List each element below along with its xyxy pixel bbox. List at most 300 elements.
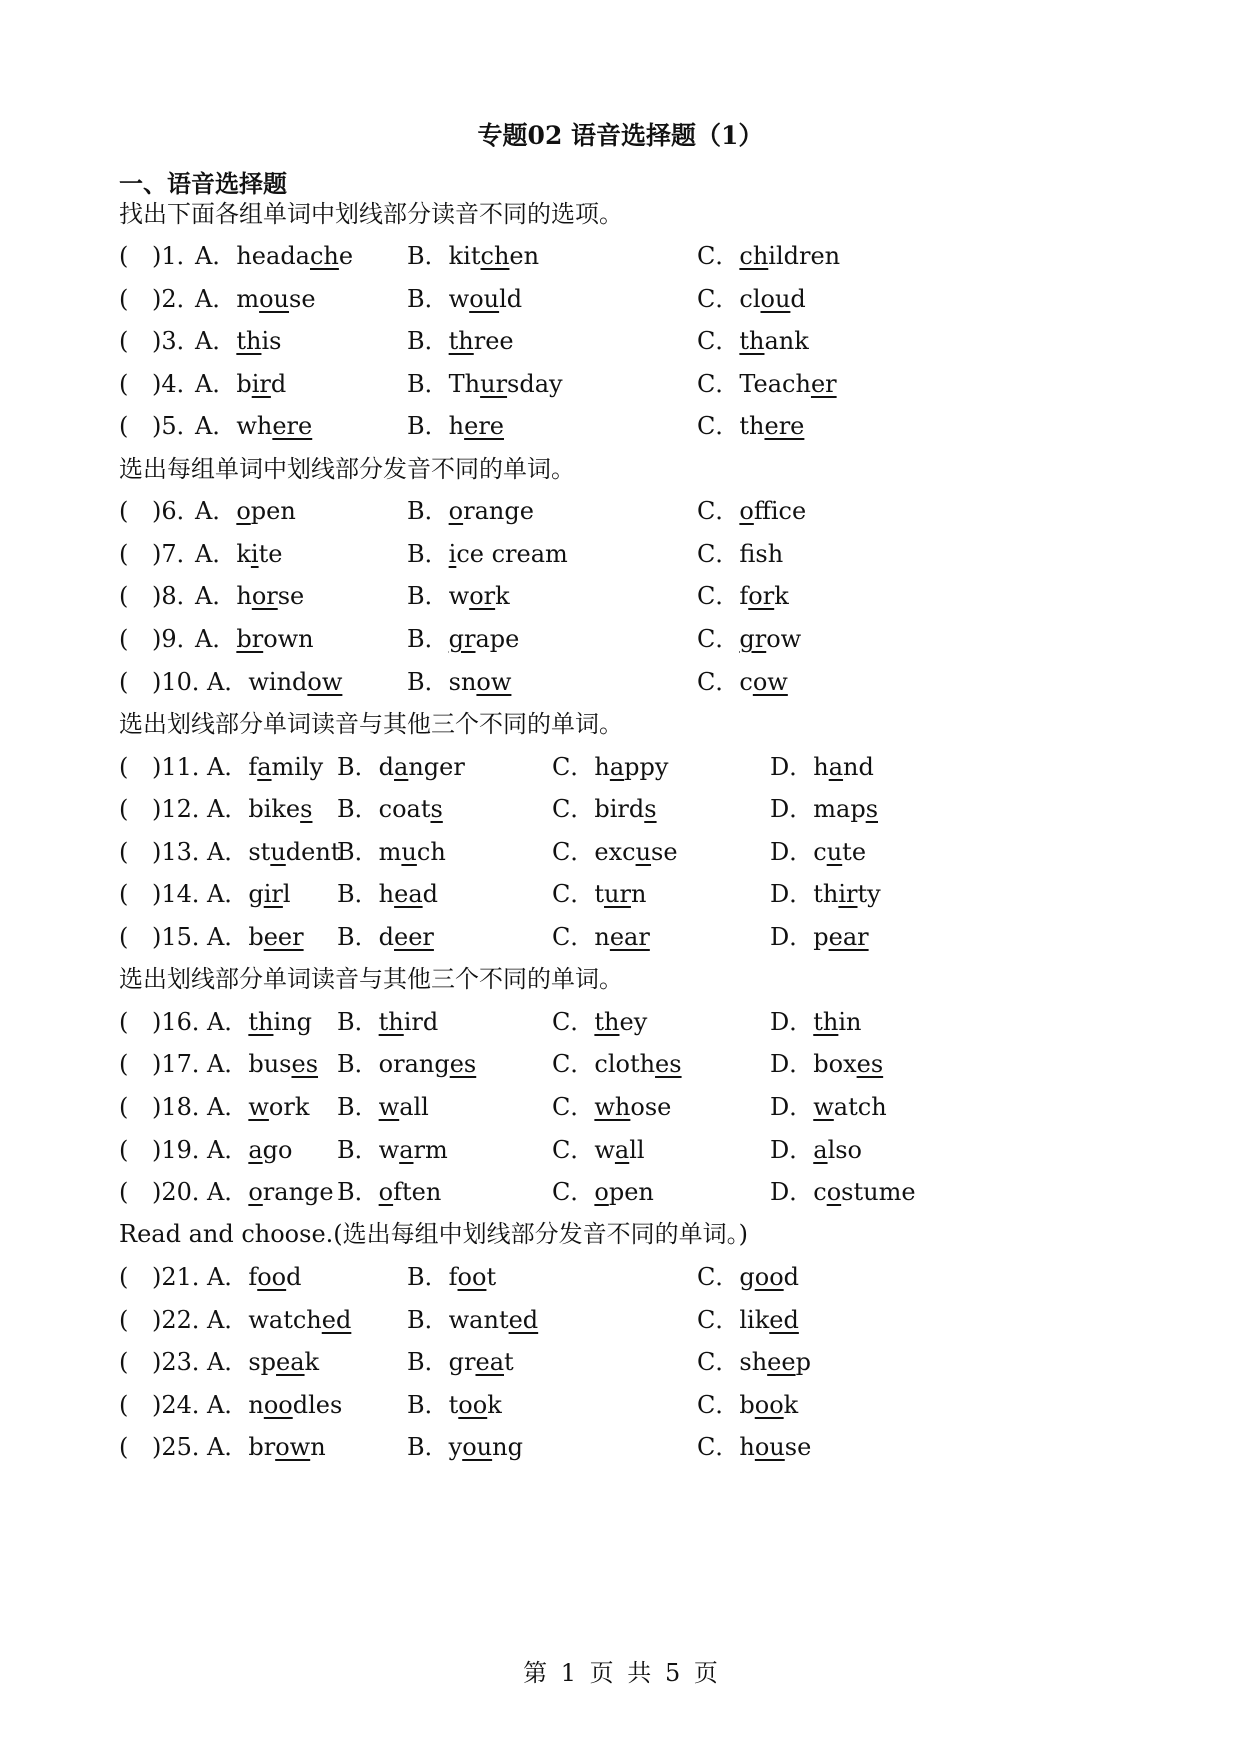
word-part: k — [304, 1348, 320, 1376]
option-b — [407, 281, 522, 317]
word-part: h — [448, 412, 465, 440]
underlined-letters: ea — [276, 1348, 305, 1376]
word-part: all — [399, 1093, 429, 1121]
option-a — [207, 1046, 318, 1082]
underlined-letters: s — [644, 795, 657, 823]
answer-blank[interactable]: ( — [119, 1433, 129, 1461]
option-c — [552, 834, 678, 870]
word-part: watch — [248, 1306, 322, 1334]
word-part: ll — [629, 1136, 645, 1164]
option-letter: A． — [207, 1263, 249, 1291]
underlined-letters: ear — [828, 923, 869, 951]
option-b — [407, 408, 504, 444]
answer-blank[interactable]: ( — [119, 582, 129, 610]
underlined-letters: er — [810, 370, 837, 398]
option-c — [697, 1344, 811, 1380]
question-row — [0, 1259, 1241, 1295]
answer-blank[interactable]: ( — [119, 412, 129, 440]
answer-blank[interactable]: ( — [119, 370, 129, 398]
option-a — [195, 578, 304, 614]
word-part: ow — [766, 625, 802, 653]
option-c — [552, 1004, 647, 1040]
option-d — [770, 919, 869, 955]
option-letter: A． — [195, 582, 237, 610]
word-part: w — [448, 285, 470, 313]
option-letter: B． — [337, 838, 379, 866]
option-letter: C． — [697, 1348, 740, 1376]
word-part: y — [448, 1433, 463, 1461]
word-part: ce cream — [456, 540, 568, 568]
word-part: en — [509, 242, 540, 270]
option-b — [407, 1387, 502, 1423]
answer-blank[interactable]: ( — [119, 1263, 129, 1291]
word-part: f — [739, 540, 756, 568]
option-b — [407, 1429, 523, 1465]
word-part: d — [783, 1263, 800, 1291]
underlined-letters: s — [865, 795, 879, 823]
word-part: ey — [619, 1008, 648, 1036]
word-part: mily — [271, 753, 324, 781]
word-part: m — [236, 285, 260, 313]
option-b — [407, 366, 563, 402]
question-row — [0, 919, 1241, 955]
question-row — [0, 1387, 1241, 1423]
answer-blank[interactable]: ( — [119, 923, 129, 951]
answer-blank[interactable]: ( — [119, 1136, 129, 1164]
option-letter: C． — [552, 923, 595, 951]
option-letter: B． — [407, 497, 449, 525]
option-letter: C． — [697, 1263, 740, 1291]
underlined-letters: es — [291, 1050, 319, 1078]
option-b — [337, 749, 465, 785]
option-b — [407, 323, 514, 359]
option-b — [407, 493, 534, 529]
word-part: ffice — [753, 497, 807, 525]
underlined-letters: oo — [754, 1263, 784, 1291]
word-part: sday — [507, 370, 563, 398]
underlined-letters: o — [248, 1178, 263, 1206]
underlined-letters: a — [394, 753, 409, 781]
option-b — [407, 536, 568, 572]
underlined-letters: u — [401, 838, 417, 866]
underlined-letters: or — [251, 582, 278, 610]
word-part: br — [248, 1433, 276, 1461]
option-letter: D． — [770, 1136, 814, 1164]
word-part: g — [248, 880, 264, 908]
underlined-letters: s — [300, 795, 313, 823]
option-letter: B． — [407, 668, 449, 696]
option-letter: A． — [195, 625, 237, 653]
word-part: pen — [250, 497, 296, 525]
option-b — [337, 876, 438, 912]
word-part: f — [448, 1263, 458, 1291]
underlined-letters: ere — [764, 412, 805, 440]
option-letter: C． — [697, 1391, 740, 1419]
answer-blank[interactable]: ( — [119, 1348, 129, 1376]
option-b — [337, 791, 443, 827]
word-part: in — [838, 1008, 862, 1036]
section-heading: 一、语音选择题 — [119, 169, 287, 198]
underlined-letters: u — [270, 838, 286, 866]
underlined-letters: ur — [604, 880, 631, 908]
word-part: ng — [492, 1433, 523, 1461]
option-a — [207, 919, 304, 955]
option-letter: B． — [337, 1008, 379, 1036]
underlined-letters: th — [248, 1008, 274, 1036]
option-letter: A． — [195, 497, 237, 525]
underlined-letters: ed — [769, 1306, 799, 1334]
underlined-letters: th — [594, 1008, 620, 1036]
word-part: ird — [403, 1008, 439, 1036]
underlined-letters: a — [828, 753, 844, 781]
option-letter: A． — [207, 753, 249, 781]
option-d — [770, 749, 874, 785]
option-letter: C． — [697, 412, 740, 440]
underlined-letters: u — [635, 838, 652, 866]
question-number: )14． — [152, 880, 216, 908]
option-a — [195, 323, 281, 359]
option-letter: B． — [407, 327, 449, 355]
underlined-letters: ed — [321, 1306, 352, 1334]
word-part: th — [813, 880, 839, 908]
word-part: want — [448, 1306, 509, 1334]
answer-blank[interactable]: ( — [119, 795, 129, 823]
question-row — [0, 408, 1241, 444]
underlined-letters: ow — [476, 668, 512, 696]
answer-blank[interactable]: ( — [119, 327, 129, 355]
answer-blank[interactable]: ( — [119, 285, 129, 313]
group-instruction: 找出下面各组单词中划线部分读音不同的选项。 — [119, 200, 623, 228]
underlined-letters: a — [813, 1136, 828, 1164]
underlined-letters: br — [236, 625, 264, 653]
question-row — [0, 1089, 1241, 1125]
option-c — [552, 749, 668, 785]
page-footer: 第 1 页 共 5 页 — [523, 1659, 718, 1687]
option-c — [697, 1302, 799, 1338]
underlined-letters: ow — [752, 668, 788, 696]
word-part: st — [248, 838, 271, 866]
word-part: nd — [843, 753, 874, 781]
question-row — [0, 1302, 1241, 1338]
word-part: map — [813, 795, 866, 823]
option-a — [207, 1174, 334, 1210]
answer-blank[interactable]: ( — [119, 1178, 129, 1206]
word-part: sp — [248, 1348, 277, 1376]
page-title: 专题02 语音选择题（1） — [477, 121, 764, 150]
word-part: k — [487, 1391, 502, 1419]
underlined-letters: wh — [594, 1093, 631, 1121]
word-part: t — [448, 1391, 459, 1419]
option-letter: B． — [407, 540, 449, 568]
word-part: n — [594, 923, 610, 951]
question-row — [0, 791, 1241, 827]
underlined-letters: ere — [272, 412, 313, 440]
option-letter: C． — [697, 327, 740, 355]
option-c — [697, 1429, 811, 1465]
word-part: range — [463, 497, 534, 525]
question-row — [0, 1174, 1241, 1210]
word-part: sh — [739, 1348, 768, 1376]
question-number: )19． — [152, 1136, 216, 1164]
option-c — [697, 323, 809, 359]
underlined-letters: w — [813, 1093, 834, 1121]
option-letter: B． — [337, 1093, 379, 1121]
option-a — [195, 281, 316, 317]
underlined-letters: ear — [609, 923, 650, 951]
question-number: )7． — [152, 540, 201, 568]
word-part: th — [739, 412, 765, 440]
underlined-letters: oo — [263, 1391, 293, 1419]
option-letter: A． — [207, 1433, 249, 1461]
word-part: f — [248, 753, 258, 781]
option-letter: D． — [770, 838, 814, 866]
question-row — [0, 366, 1241, 402]
word-part: ppy — [624, 753, 669, 781]
underlined-letters: oo — [457, 1263, 487, 1291]
answer-blank[interactable]: ( — [119, 668, 129, 696]
option-letter: A． — [195, 242, 237, 270]
question-number: )24． — [152, 1391, 216, 1419]
option-letter: C． — [552, 1136, 595, 1164]
question-number: )12． — [152, 795, 216, 823]
question-row — [0, 876, 1241, 912]
word-part: box — [813, 1050, 857, 1078]
underlined-letters: oo — [458, 1391, 488, 1419]
question-number: )17． — [152, 1050, 216, 1078]
underlined-letters: th — [739, 327, 765, 355]
option-letter: A． — [207, 668, 249, 696]
option-letter: B． — [337, 795, 379, 823]
question-number: )18． — [152, 1093, 216, 1121]
word-part: d — [270, 370, 287, 398]
question-number: )2． — [152, 285, 201, 313]
word-part: nger — [408, 753, 465, 781]
option-c — [697, 621, 801, 657]
question-number: )5． — [152, 412, 201, 440]
word-part: t — [486, 1263, 497, 1291]
word-part: b — [248, 923, 264, 951]
option-letter: D． — [770, 753, 814, 781]
option-letter: D． — [770, 795, 814, 823]
answer-blank[interactable]: ( — [119, 880, 129, 908]
word-part: ildren — [768, 242, 841, 270]
word-part: d — [378, 923, 395, 951]
word-part: gr — [448, 1348, 476, 1376]
word-part: n — [630, 880, 647, 908]
word-part: wh — [236, 412, 273, 440]
word-part: se — [784, 1433, 812, 1461]
answer-blank[interactable]: ( — [119, 838, 129, 866]
word-part: cl — [739, 285, 761, 313]
underlined-letters: ch — [739, 242, 769, 270]
option-c — [552, 1046, 682, 1082]
underlined-letters: o — [378, 1178, 394, 1206]
word-part: n — [248, 1391, 264, 1419]
word-part: go — [262, 1136, 293, 1164]
underlined-letters: th — [813, 1008, 839, 1036]
option-b — [337, 1132, 448, 1168]
word-part: lso — [827, 1136, 863, 1164]
option-letter: A． — [207, 1136, 249, 1164]
option-c — [552, 791, 657, 827]
option-letter: C． — [697, 370, 740, 398]
question-number: )25． — [152, 1433, 216, 1461]
word-part: ld — [499, 285, 523, 313]
option-a — [207, 1132, 292, 1168]
option-c — [697, 281, 806, 317]
option-letter: B． — [407, 1348, 449, 1376]
underlined-letters: es — [449, 1050, 477, 1078]
option-a — [207, 791, 312, 827]
word-part: is — [261, 327, 282, 355]
option-letter: B． — [337, 1178, 379, 1206]
underlined-letters: w — [248, 1093, 269, 1121]
question-number: )21． — [152, 1263, 216, 1291]
underlined-letters: ou — [462, 1433, 493, 1461]
option-a — [195, 621, 314, 657]
option-letter: D． — [770, 1178, 814, 1206]
option-b — [337, 1089, 429, 1125]
option-letter: A． — [195, 540, 237, 568]
answer-blank[interactable]: ( — [119, 497, 129, 525]
word-part: lik — [739, 1306, 770, 1334]
answer-blank[interactable]: ( — [119, 1391, 129, 1419]
option-letter: A． — [195, 327, 237, 355]
answer-blank[interactable]: ( — [119, 1306, 129, 1334]
option-d — [770, 834, 866, 870]
option-letter: B． — [407, 1306, 449, 1334]
underlined-letters: o — [448, 497, 464, 525]
underlined-letters: eer — [394, 923, 434, 951]
option-letter: C． — [552, 1050, 595, 1078]
word-part: b — [236, 370, 252, 398]
underlined-letters: eer — [263, 923, 304, 951]
answer-blank[interactable]: ( — [119, 1050, 129, 1078]
option-letter: B． — [407, 285, 449, 313]
option-letter: B． — [407, 242, 449, 270]
option-letter: D． — [770, 1093, 814, 1121]
underlined-letters: ch — [480, 242, 510, 270]
option-letter: A． — [207, 1348, 249, 1376]
underlined-letters: ed — [508, 1306, 539, 1334]
option-a — [195, 493, 296, 529]
option-a — [207, 876, 291, 912]
question-number: )13． — [152, 838, 216, 866]
underlined-letters: gr — [739, 625, 767, 653]
word-part: e — [338, 242, 354, 270]
option-a — [207, 1089, 309, 1125]
underlined-letters: a — [399, 1136, 414, 1164]
underlined-letters: es — [655, 1050, 682, 1078]
word-part: coat — [378, 795, 431, 823]
word-part: stume — [841, 1178, 916, 1206]
underlined-letters: gr — [448, 625, 476, 653]
option-b — [407, 1259, 496, 1295]
answer-blank[interactable]: ( — [119, 242, 129, 270]
option-letter: A． — [195, 370, 237, 398]
underlined-letters: o — [594, 1178, 609, 1206]
option-d — [770, 876, 881, 912]
word-part: rm — [413, 1136, 448, 1164]
option-letter: A． — [207, 1391, 249, 1419]
option-c — [697, 408, 804, 444]
group-instruction: Read and choose.(选出每组中划线部分发音不同的单词。) — [119, 1220, 749, 1248]
word-part: k — [774, 582, 789, 610]
option-letter: A． — [207, 880, 249, 908]
underlined-letters: a — [609, 753, 625, 781]
option-letter: B． — [407, 1391, 449, 1419]
option-c — [697, 493, 806, 529]
option-letter: B． — [407, 412, 449, 440]
word-part: h — [813, 753, 829, 781]
underlined-letters: oo — [257, 1263, 287, 1291]
answer-blank[interactable]: ( — [119, 1008, 129, 1036]
answer-blank[interactable]: ( — [119, 1093, 129, 1121]
underlined-letters: ir — [838, 880, 858, 908]
underlined-letters: i — [448, 540, 457, 568]
option-letter: A． — [207, 795, 249, 823]
word-part: ty — [857, 880, 881, 908]
word-part: cloth — [594, 1050, 656, 1078]
underlined-letters: ou — [760, 285, 791, 313]
option-c — [552, 876, 646, 912]
word-part: p — [813, 923, 829, 951]
answer-blank[interactable]: ( — [119, 540, 129, 568]
option-a — [195, 238, 353, 274]
question-row — [0, 578, 1241, 614]
word-part: se — [289, 285, 316, 313]
option-letter: A． — [207, 1306, 249, 1334]
word-part: wind — [248, 668, 308, 696]
question-row — [0, 1429, 1241, 1465]
answer-blank[interactable]: ( — [119, 753, 129, 781]
word-part: own — [263, 625, 314, 653]
underlined-letters: a — [257, 753, 272, 781]
question-row — [0, 621, 1241, 657]
underlined-letters: ur — [480, 370, 508, 398]
option-a — [207, 1259, 302, 1295]
answer-blank[interactable]: ( — [119, 625, 129, 653]
option-letter: C． — [552, 795, 595, 823]
option-letter: C． — [552, 880, 595, 908]
underlined-letters: ou — [754, 1433, 785, 1461]
option-c — [552, 1132, 645, 1168]
word-part: orang — [378, 1050, 450, 1078]
word-part: bird — [594, 795, 645, 823]
question-number: )15． — [152, 923, 216, 951]
option-letter: C． — [697, 285, 740, 313]
question-number: )8． — [152, 582, 201, 610]
option-a — [207, 749, 323, 785]
underlined-letters: i — [250, 540, 259, 568]
underlined-letters: th — [378, 1008, 404, 1036]
underlined-letters: s — [430, 795, 443, 823]
option-letter: C． — [697, 540, 740, 568]
option-letter: C． — [697, 625, 740, 653]
option-a — [207, 1429, 326, 1465]
group-instruction: 选出每组单词中划线部分发音不同的单词。 — [119, 455, 575, 483]
option-b — [407, 578, 510, 614]
option-letter: B． — [407, 1263, 449, 1291]
option-b — [407, 238, 539, 274]
word-part: c — [813, 1178, 827, 1206]
option-letter: C． — [697, 1433, 740, 1461]
question-number: )20． — [152, 1178, 216, 1206]
option-letter: B． — [337, 1050, 379, 1078]
word-part: se — [651, 838, 678, 866]
option-letter: B． — [337, 880, 379, 908]
word-part: dent — [285, 838, 341, 866]
